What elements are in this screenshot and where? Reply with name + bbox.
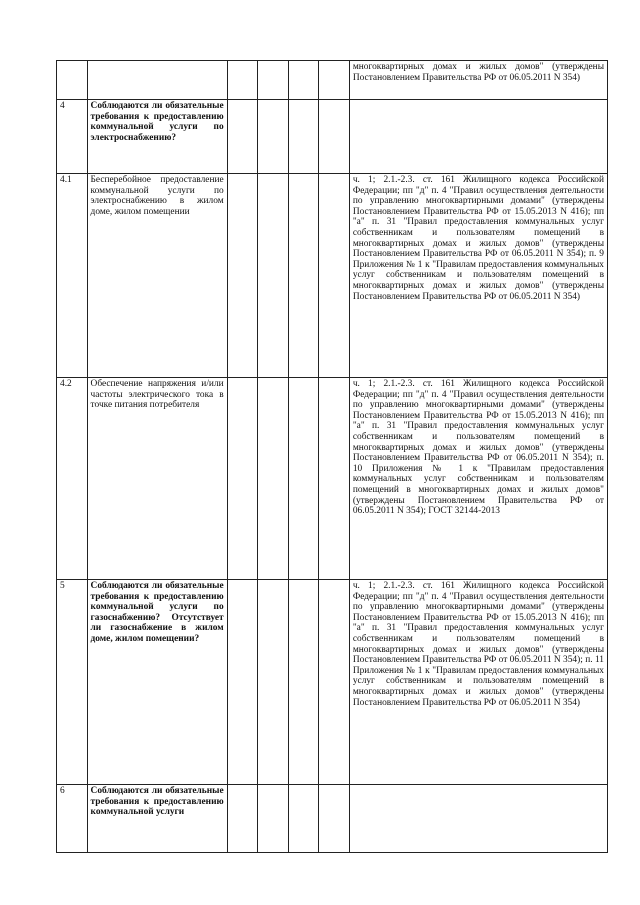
answer-cell bbox=[227, 61, 258, 100]
answer-cell bbox=[319, 61, 350, 100]
answer-cell bbox=[319, 174, 350, 378]
requirement-question: Соблюдаются ли обязательные требования к предоставлению коммунальной услуги по электроснабжению? bbox=[87, 100, 227, 174]
answer-cell bbox=[288, 174, 319, 378]
requirement-question: Бесперебойное предоставление коммунальной услуги по электроснабжению в жилом доме, жилом помещении bbox=[87, 174, 227, 378]
answer-cell bbox=[227, 580, 258, 785]
row-number: 4.2 bbox=[57, 378, 88, 580]
legal-reference: ч. 1; 2.1.-2.3. ст. 161 Жилищного кодекса Российской Федерации; пп "д" п. 4 "Правил осуществления деятельности по управлению многоквартирными домами" (утверждены Постановлением Правительства РФ от 15.05.2013 N 416); пп "а" п. 31 "Правил предоставления коммунальных услуг собственникам и пользователям помещений в многоквартирных домах и жилых домов" (утверждены Постановлением Правительства РФ от 06.05.2011 N 354); п. 10 Приложения № 1 к "Правилам предоставления коммунальных услуг собственникам и пользователям помещений в многоквартирных домах и жилых домов" (утверждены Постановлением Правительства РФ от 06.05.2011 N 354); ГОСТ 32144-2013 bbox=[349, 378, 607, 580]
answer-cell bbox=[319, 580, 350, 785]
answer-cell bbox=[319, 785, 350, 853]
answer-cell bbox=[227, 785, 258, 853]
legal-reference: ч. 1; 2.1.-2.3. ст. 161 Жилищного кодекса Российской Федерации; пп "д" п. 4 "Правил осуществления деятельности по управлению многоквартирными домами" (утверждены Постановлением Правительства РФ от 15.05.2013 N 416); пп "а" п. 31 "Правил предоставления коммунальных услуг собственникам и пользователям помещений в многоквартирных домах и жилых домов" (утверждены Постановлением Правительства РФ от 06.05.2011 N 354); п. 9 Приложения № 1 к "Правилам предоставления коммунальных услуг собственникам и пользователям помещений в многоквартирных домах и жилых домов" (утверждены Постановлением Правительства РФ от 06.05.2011 N 354) bbox=[349, 174, 607, 378]
row-number: 5 bbox=[57, 580, 88, 785]
requirement-question bbox=[87, 61, 227, 100]
answer-cell bbox=[227, 174, 258, 378]
requirement-question: Обеспечение напряжения и/или частоты электрического тока в точке питания потребителя bbox=[87, 378, 227, 580]
legal-reference: многоквартирных домах и жилых домов" (утверждены Постановлением Правительства РФ от 06.05.2011 N 354) bbox=[349, 61, 607, 100]
answer-cell bbox=[227, 100, 258, 174]
answer-cell bbox=[288, 100, 319, 174]
answer-cell bbox=[288, 785, 319, 853]
row-number bbox=[57, 61, 88, 100]
table-row bbox=[57, 378, 608, 580]
table-row bbox=[57, 580, 608, 785]
answer-cell bbox=[288, 378, 319, 580]
answer-cell bbox=[288, 61, 319, 100]
answer-cell bbox=[319, 378, 350, 580]
requirements-table bbox=[56, 60, 608, 853]
legal-reference bbox=[349, 100, 607, 174]
requirement-question: Соблюдаются ли обязательные требования к предоставлению коммунальной услуги bbox=[87, 785, 227, 853]
row-number: 4.1 bbox=[57, 174, 88, 378]
answer-cell bbox=[258, 785, 289, 853]
answer-cell bbox=[258, 100, 289, 174]
table-row bbox=[57, 174, 608, 378]
answer-cell bbox=[258, 61, 289, 100]
requirement-question: Соблюдаются ли обязательные требования к предоставлению коммунальной услуги по газоснабжению? Отсутствует ли газоснабжение в жилом доме, жилом помещении? bbox=[87, 580, 227, 785]
row-number: 6 bbox=[57, 785, 88, 853]
answer-cell bbox=[288, 580, 319, 785]
legal-reference: ч. 1; 2.1.-2.3. ст. 161 Жилищного кодекса Российской Федерации; пп "д" п. 4 "Правил осуществления деятельности по управлению многоквартирными домами" (утверждены Постановлением Правительства РФ от 15.05.2013 N 416); пп "а" п. 31 "Правил предоставления коммунальных услуг собственникам и пользователям помещений в многоквартирных домах и жилых домов" (утверждены Постановлением Правительства РФ от 06.05.2011 N 354); п. 11 Приложения № 1 к "Правилам предоставления коммунальных услуг собственникам и пользователям помещений в многоквартирных домах и жилых домов" (утверждены Постановлением Правительства РФ от 06.05.2011 N 354) bbox=[349, 580, 607, 785]
row-number: 4 bbox=[57, 100, 88, 174]
table-row bbox=[57, 100, 608, 174]
legal-reference bbox=[349, 785, 607, 853]
answer-cell bbox=[258, 174, 289, 378]
answer-cell bbox=[258, 378, 289, 580]
answer-cell bbox=[319, 100, 350, 174]
table-row bbox=[57, 61, 608, 100]
table-row bbox=[57, 785, 608, 853]
answer-cell bbox=[258, 580, 289, 785]
answer-cell bbox=[227, 378, 258, 580]
